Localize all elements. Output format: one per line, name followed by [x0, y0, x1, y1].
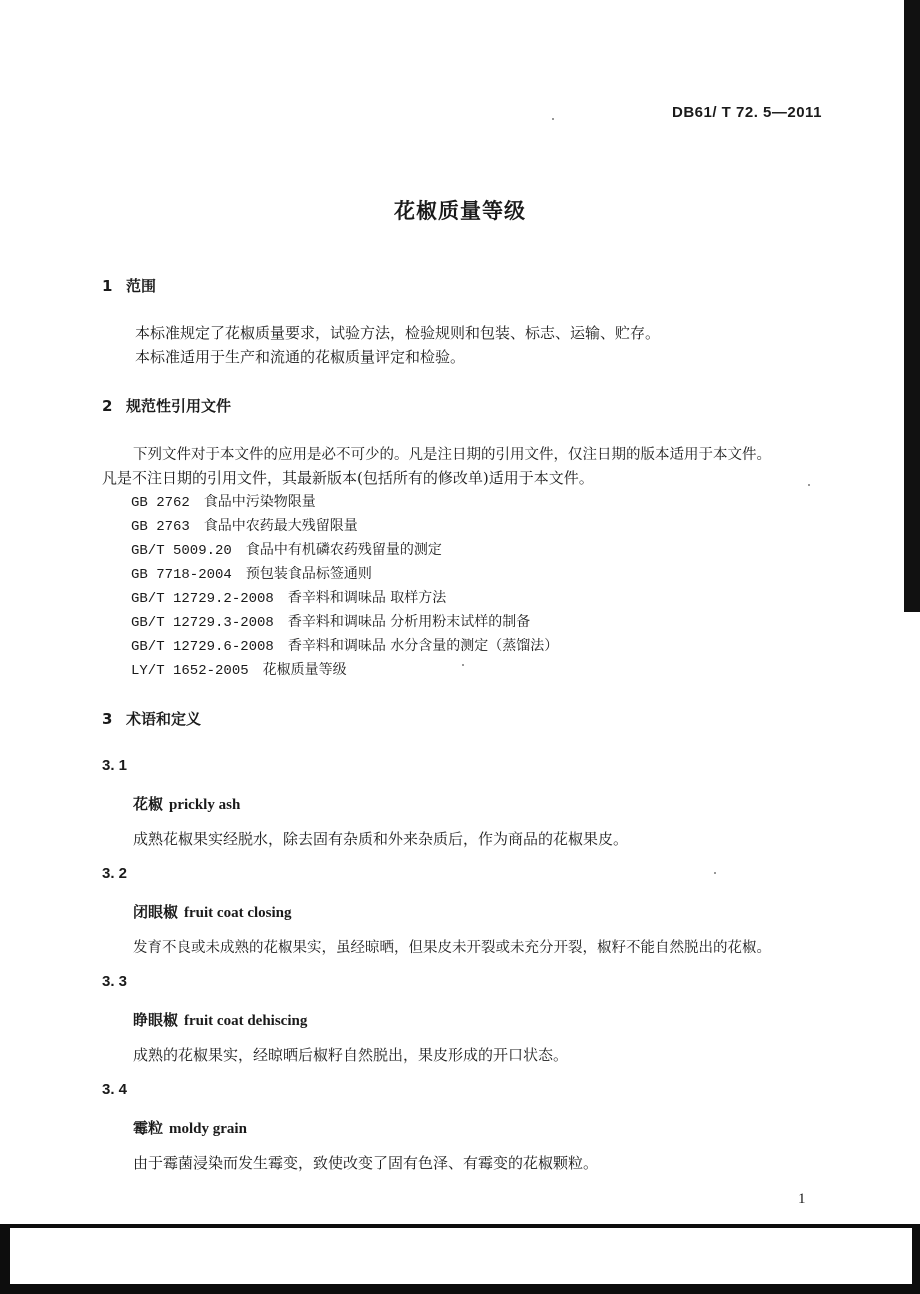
- reference-item: [131, 659, 347, 679]
- reference-title: 香辛料和调味品 分析用粉末试样的制备: [287, 614, 531, 630]
- term-heading: [133, 793, 240, 814]
- term-heading: [133, 1009, 307, 1030]
- reference-code: GB 2763: [131, 519, 190, 535]
- reference-code: GB 7718-2004: [131, 567, 232, 583]
- paragraph: 下列文件对于本文件的应用是必不可少的。凡是注日期的引用文件，仅注日期的版本适用于本文件。: [133, 447, 771, 463]
- section-title: 规范性引用文件: [126, 397, 232, 415]
- term-definition: 成熟花椒果实经脱水，除去固有杂质和外来杂质后，作为商品的花椒果皮。: [133, 830, 629, 848]
- term-zh: 睁眼椒: [133, 1011, 179, 1029]
- reference-item: [131, 587, 446, 607]
- term-definition: 成熟的花椒果实，经晾晒后椒籽自然脱出，果皮形成的开口状态。: [133, 1046, 569, 1064]
- term-en: fruit coat closing: [184, 905, 292, 921]
- clause-number: 3. 4: [102, 1081, 128, 1098]
- term-en: prickly ash: [169, 797, 241, 813]
- reference-code: GB/T 12729.3-2008: [131, 615, 274, 631]
- scan-speck: [714, 872, 716, 874]
- reference-title: 香辛料和调味品 取样方法: [287, 590, 447, 606]
- section-number: 2: [102, 397, 113, 415]
- reference-item: [131, 539, 442, 559]
- term-definition: 发育不良或未成熟的花椒果实，虽经晾晒，但果皮未开裂或未充分开裂，椒籽不能自然脱出的花椒。: [133, 940, 771, 956]
- reference-item: [131, 563, 372, 583]
- term-definition: 由于霉菌浸染而发生霉变，致使改变了固有色泽、有霉变的花椒颗粒。: [133, 1154, 599, 1172]
- reference-code: GB/T 5009.20: [131, 543, 232, 559]
- reference-item: [131, 611, 530, 631]
- clause-number: 3. 3: [102, 973, 128, 990]
- clause-number: 3. 1: [102, 757, 128, 774]
- paragraph: 凡是不注日期的引用文件，其最新版本(包括所有的修改单)适用于本文件。: [102, 469, 594, 487]
- reference-code: GB 2762: [131, 495, 190, 511]
- clause-number: 3. 2: [102, 865, 128, 882]
- reference-item: [131, 491, 316, 511]
- section-number: 3: [102, 710, 113, 728]
- reference-title: 花椒质量等级: [262, 662, 347, 678]
- term-zh: 霉粒: [133, 1119, 164, 1137]
- section-heading-references: [102, 395, 231, 416]
- term-zh: 闭眼椒: [133, 903, 179, 921]
- page-number: 1: [798, 1191, 806, 1207]
- scan-speck: [462, 664, 464, 666]
- document-title: 花椒质量等级: [394, 199, 526, 223]
- term-heading: [133, 1117, 247, 1138]
- scan-edge-bottom-inner: [10, 1228, 912, 1284]
- reference-title: 食品中有机磷农药残留量的测定: [245, 542, 442, 558]
- reference-item: [131, 635, 558, 655]
- reference-title: 食品中污染物限量: [203, 494, 316, 510]
- paragraph: 本标准适用于生产和流通的花椒质量评定和检验。: [135, 348, 466, 366]
- reference-item: [131, 515, 358, 535]
- section-heading-terms: [102, 708, 201, 729]
- reference-title: 食品中农药最大残留限量: [203, 518, 358, 534]
- reference-title: 预包装食品标签通则: [245, 566, 372, 582]
- term-en: moldy grain: [169, 1121, 247, 1137]
- reference-code: LY/T 1652-2005: [131, 663, 249, 679]
- paragraph: 本标准规定了花椒质量要求，试验方法，检验规则和包装、标志、运输、贮存。: [135, 324, 661, 342]
- section-number: 1: [102, 277, 113, 295]
- term-en: fruit coat dehiscing: [184, 1013, 308, 1029]
- scan-speck: [552, 118, 554, 120]
- term-heading: [133, 901, 292, 922]
- reference-code: GB/T 12729.2-2008: [131, 591, 274, 607]
- term-zh: 花椒: [133, 795, 164, 813]
- scan-edge-right: [904, 0, 920, 612]
- reference-code: GB/T 12729.6-2008: [131, 639, 274, 655]
- section-title: 术语和定义: [126, 710, 202, 728]
- scan-speck: [808, 484, 810, 486]
- reference-title: 香辛料和调味品 水分含量的测定（蒸馏法）: [287, 638, 559, 654]
- section-title: 范围: [126, 277, 157, 295]
- section-heading-scope: [102, 275, 156, 296]
- standard-code: DB61/ T 72. 5—2011: [672, 104, 822, 121]
